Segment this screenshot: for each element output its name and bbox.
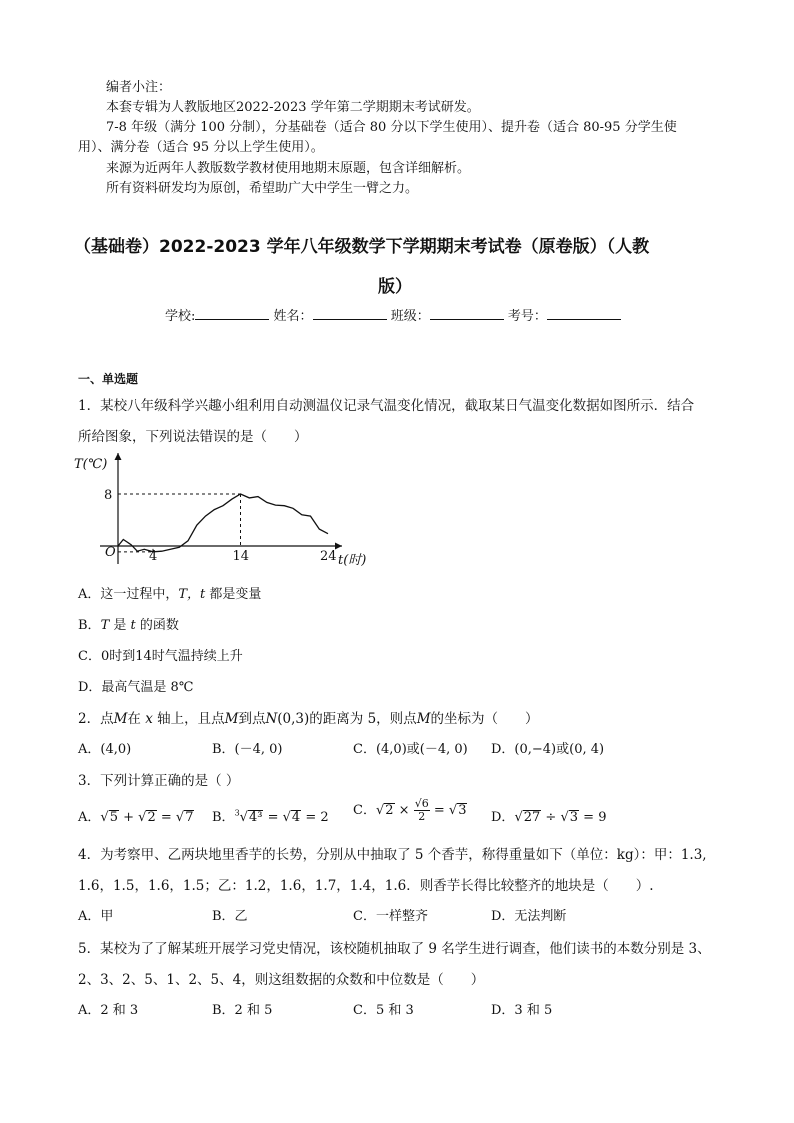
q5-option-c[interactable]: C．5 和 3 [353, 1003, 414, 1018]
question-4-stem-cont: 1.6，1.5，1.6，1.5；乙：1.2，1.6，1.7，1.4，1.6．则香芋长得比较整齐的地块是（ ）. [78, 878, 654, 894]
math-coord: (0,3) [277, 711, 310, 727]
editor-note-heading: 编者小注： [106, 80, 172, 95]
x-tick-label: 14 [232, 549, 250, 564]
option-text: 都是变量 [205, 587, 262, 602]
question-2-stem [78, 707, 539, 727]
q4-option-d[interactable]: D．无法判断 [491, 909, 567, 924]
q4-option-b[interactable]: B．乙 [212, 909, 248, 924]
option-text: 是 [109, 618, 131, 633]
y-tick-label: 8 [104, 488, 113, 503]
math-result: = 9 [579, 810, 607, 825]
exam-number-field[interactable] [547, 307, 621, 320]
stem-text: 2．点 [78, 711, 114, 727]
page-title-line2: 版） [378, 277, 412, 297]
class-field[interactable] [430, 307, 504, 320]
q5-option-b[interactable]: B．2 和 5 [212, 1003, 273, 1018]
q4-option-c[interactable]: C．一样整齐 [353, 909, 428, 924]
root-index: 3 [234, 808, 240, 818]
numerator: √6 [414, 797, 429, 810]
q1-option-a[interactable] [78, 583, 261, 602]
q2-option-c[interactable]: C．(4,0)或(－4, 0) [353, 742, 468, 757]
section-heading: 一、单选题 [78, 372, 139, 386]
math-op: × [394, 803, 414, 818]
q5-option-d[interactable]: D．3 和 5 [491, 1003, 553, 1018]
radicand: 27 [523, 810, 541, 825]
question-4-stem: 4．为考察甲、乙两块地里香芋的长势，分别从中抽取了 5 个香芋，称得重量如下（单位：kg）：甲：1.3, [78, 847, 707, 863]
math-var: M [113, 711, 128, 727]
radicand: 2 [147, 810, 156, 825]
origin-label: O [105, 545, 116, 560]
radicand: 3 [458, 803, 467, 818]
q5-option-a[interactable]: A．2 和 3 [78, 1003, 139, 1018]
radicand: 7 [185, 810, 194, 825]
option-label: B． [212, 810, 235, 825]
name-field[interactable] [313, 307, 387, 320]
q1-option-c[interactable]: C．0时到14时气温持续上升 [78, 649, 243, 664]
math-var: T [100, 618, 110, 633]
exam-number-label: 考号： [507, 309, 547, 324]
temperature-curve [118, 494, 328, 552]
chart-guides [118, 494, 241, 552]
option-label: B． [78, 618, 101, 633]
option-label: C． [353, 803, 376, 818]
math-op: = [263, 810, 283, 825]
stem-text: 轴上，且点 [152, 711, 225, 727]
radicand: 4³ [248, 810, 263, 825]
math-var: N [265, 711, 278, 727]
question-5-stem-cont: 2、3、2、5、1、2、5、4，则这组数据的众数和中位数是（ ） [78, 972, 485, 988]
math-op: + [118, 810, 139, 825]
question-5-stem: 5．某校为了了解某班开展学习党史情况，该校随机抽取了 9 名学生进行调查，他们读书的本数分别是 3、 [78, 941, 711, 957]
q2-option-a[interactable]: A．(4,0) [78, 742, 132, 757]
option-text: 的函数 [135, 618, 179, 633]
question-1-stem-cont: 所给图象，下列说法错误的是（ ） [78, 429, 308, 445]
x-tick-label: 24 [320, 549, 337, 564]
stem-text: 的距离为 5，则点 [309, 711, 417, 727]
temperature-chart [70, 448, 380, 573]
editor-note-line: 用）、满分卷（适合 95 分以上学生使用）。 [78, 140, 324, 155]
radicand: 3 [569, 810, 579, 825]
q3-option-b[interactable]: B．$^3$√4³ = √4 = 2 [212, 808, 329, 825]
q4-option-a[interactable]: A．甲 [78, 909, 114, 924]
math-var: t [130, 618, 136, 633]
option-text: A．这一过程中， [78, 587, 179, 602]
editor-note-line: 本套专辑为人教版地区2022-2023 学年第二学期期末考试研发。 [106, 100, 480, 115]
radicand: 5 [109, 810, 118, 825]
question-1-stem: 1．某校八年级科学兴趣小组利用自动测温仪记录气温变化情况，截取某日气温变化数据如图所示．结合 [78, 398, 695, 414]
q3-option-c[interactable]: C．√2 × $\frac{√6}{2}$ = √3 [353, 797, 467, 823]
x-tick-label: 4 [149, 549, 158, 564]
q3-option-d[interactable]: D．√27 ÷ √3 = 9 [491, 810, 607, 825]
math-var: M [416, 711, 431, 727]
option-label: D． [491, 810, 515, 825]
stem-text: 在 [127, 711, 146, 727]
option-math: T，t [178, 587, 206, 602]
math-op: = [429, 803, 449, 818]
name-label: 姓名： [273, 309, 313, 324]
math-op: = [156, 810, 176, 825]
student-info [165, 305, 621, 324]
editor-note-line: 来源为近两年人教版数学教材使用地期末原题，包含详细解析。 [106, 161, 471, 176]
x-axis-label: t(时) [338, 553, 367, 568]
denominator: 2 [418, 810, 426, 823]
q1-option-b[interactable] [78, 614, 179, 633]
q2-option-d[interactable]: D．(0,−4)或(0, 4) [491, 742, 605, 757]
stem-text: 到点 [238, 711, 266, 727]
math-var: M [224, 711, 239, 727]
editor-note-line: 所有资料研发均为原创，希望助广大中学生一臂之力。 [106, 181, 419, 196]
math-result: = 2 [301, 810, 329, 825]
math-var: x [145, 711, 153, 727]
fraction [414, 798, 430, 823]
radicand: 4 [291, 810, 301, 825]
school-label: 学校: [165, 309, 196, 324]
editor-note-line: 7-8 年级（满分 100 分制），分基础卷（适合 80 分以下学生使用）、提升卷（适合 80-95 分学生使 [106, 120, 677, 135]
q2-option-b[interactable]: B．(－4, 0) [212, 742, 283, 757]
y-axis-label: T(℃) [74, 457, 108, 472]
question-3-stem: 3．下列计算正确的是（ ） [78, 773, 240, 789]
school-field[interactable] [195, 307, 269, 320]
math-op: ÷ [541, 810, 561, 825]
page-title: （基础卷）2022-2023 学年八年级数学下学期期末考试卷（原卷版）（人教 [74, 237, 650, 257]
radicand: 2 [385, 803, 394, 818]
q3-option-a[interactable]: A．√5 + √2 = √7 [78, 810, 194, 825]
class-label: 班级： [390, 309, 430, 324]
option-label: A． [78, 810, 101, 825]
stem-text: 的坐标为（ ） [430, 711, 539, 727]
q1-option-d[interactable]: D．最高气温是 8℃ [78, 680, 194, 695]
